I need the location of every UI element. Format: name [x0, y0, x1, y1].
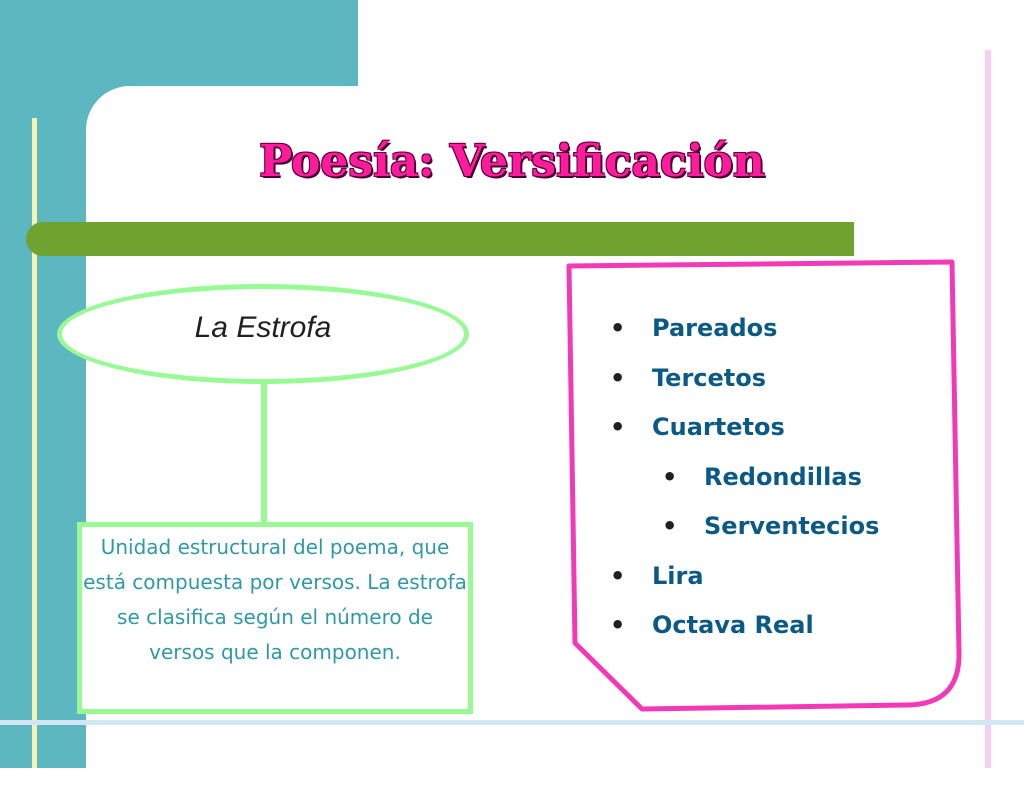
- slide-title: Poesía: Versificación: [259, 136, 765, 187]
- connector-line: [261, 379, 267, 525]
- list-item-label: Pareados: [652, 314, 778, 342]
- list-item-redondillas: [608, 459, 948, 509]
- list-item-label: Cuartetos: [652, 413, 785, 441]
- list-item-pareados: [608, 310, 948, 360]
- bullet-icon: •: [610, 611, 626, 639]
- list-item-serventecios: [608, 508, 948, 558]
- list-item-label: Serventecios: [704, 512, 880, 540]
- bullet-icon: •: [610, 413, 626, 441]
- bullet-icon: •: [610, 314, 626, 342]
- pink-vertical-line: [985, 50, 991, 768]
- list-item-label: Lira: [652, 561, 704, 590]
- yellow-vertical-line: [32, 118, 37, 768]
- list-item-lira: [608, 558, 948, 608]
- list-item-label: Redondillas: [704, 462, 862, 491]
- estrofa-types-list: [608, 310, 948, 657]
- concept-label: La Estrofa: [194, 311, 332, 344]
- bullet-icon: •: [662, 462, 678, 491]
- list-item-label: Tercetos: [652, 363, 767, 392]
- list-item-tercetos: [608, 360, 948, 410]
- bullet-icon: •: [610, 363, 626, 392]
- definition-text: Unidad estructural del poema, que está compuesta por versos. La estrofa se clasifica según el número de versos que la componen.: [83, 535, 467, 664]
- list-item-cuartetos: [608, 409, 948, 459]
- list-item-octava-real: [608, 607, 948, 657]
- bullet-icon: •: [662, 512, 678, 540]
- title-underline-bar: [26, 222, 854, 256]
- bullet-icon: •: [610, 561, 626, 590]
- list-item-label: Octava Real: [652, 611, 814, 639]
- bottom-horizontal-line: [0, 720, 1024, 725]
